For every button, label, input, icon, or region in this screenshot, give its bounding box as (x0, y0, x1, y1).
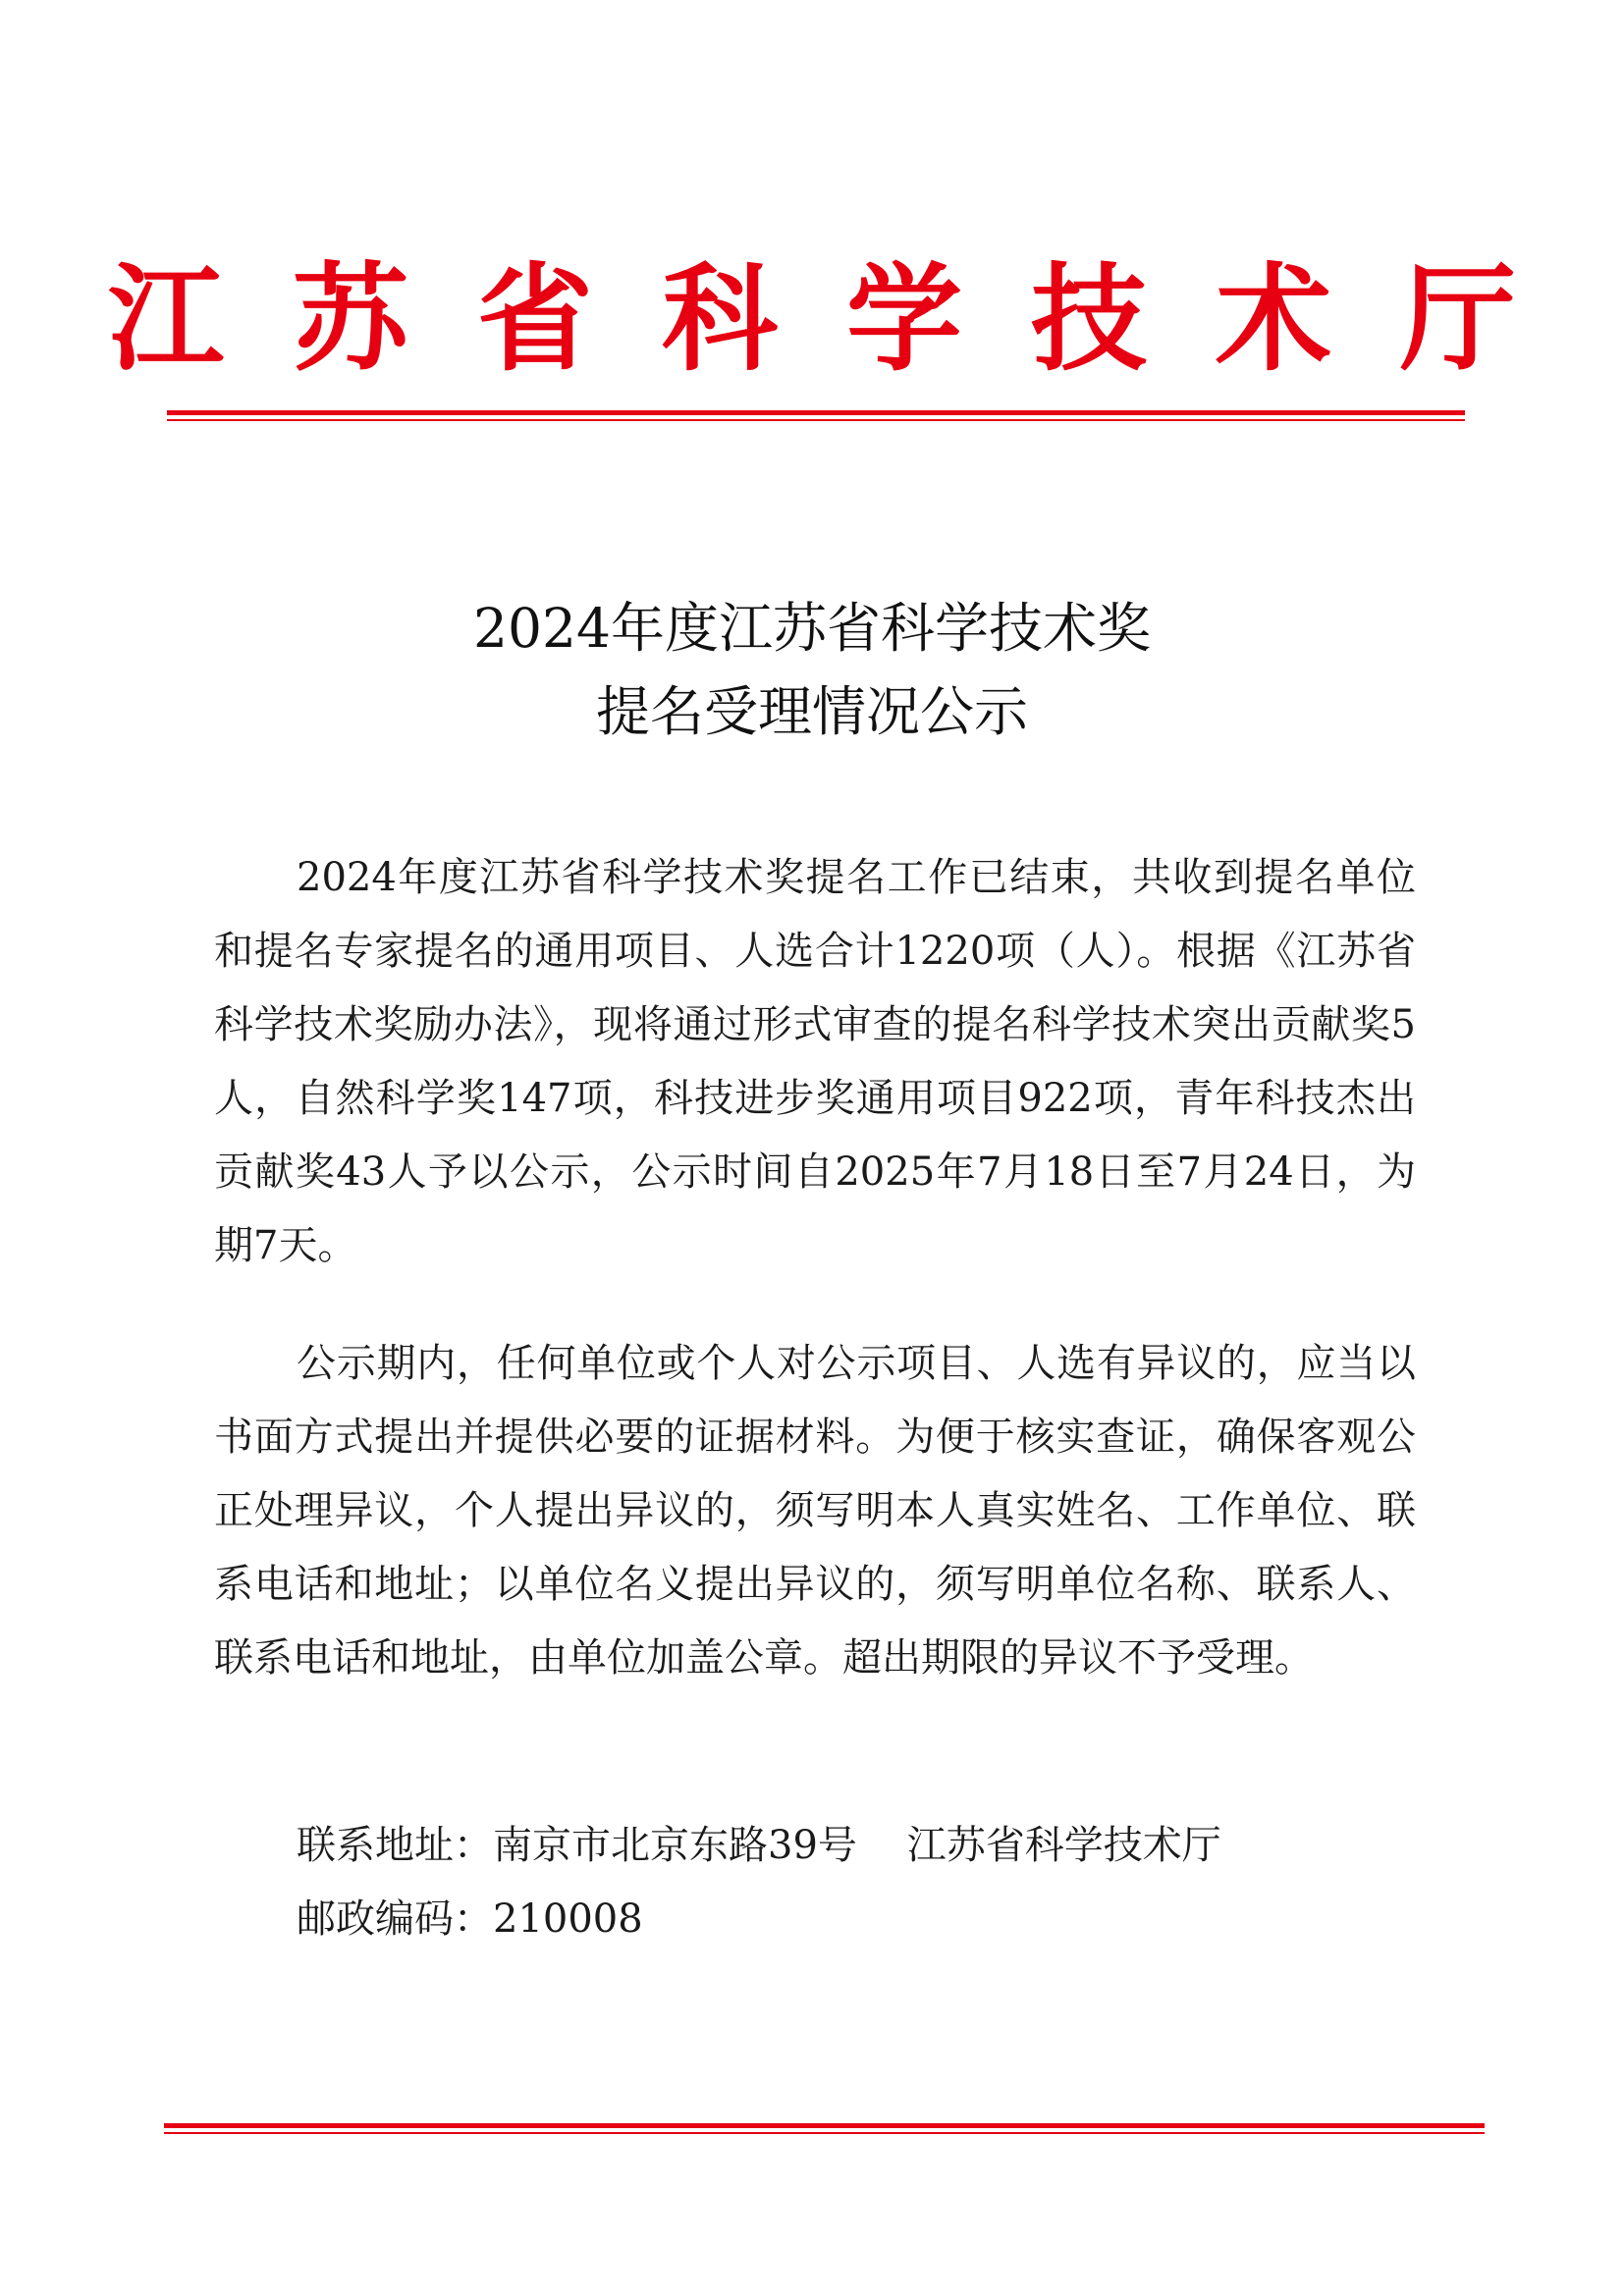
document-title-line-1: 2024年度江苏省科学技术奖 (473, 597, 1151, 660)
contact-postcode: 邮政编码：210008 (297, 1896, 643, 1942)
contact-address: 联系地址：南京市北京东路39号 江苏省科学技术厅 (297, 1823, 1221, 1868)
letterhead-rule-thick (167, 410, 1465, 415)
body-paragraph-objection-procedure: 公示期内，任何单位或个人对公示项目、人选有异议的，应当以书面方式提出并提供必要的证据材料。为便于核实查证，确保客观公正处理异议，个人提出异议的，须写明本人真实姓名、工作单位、联系电话和地址；以单位名义提出异议的，须写明单位名称、联系人、联系电话和地址，由单位加盖公章。超出期限的异议不予受理。 (214, 1341, 1416, 1681)
document-title-line-2: 提名受理情况公示 (595, 680, 1028, 743)
footer-rule-thick (164, 2123, 1485, 2128)
body-paragraph-announcement: 2024年度江苏省科学技术奖提名工作已结束，共收到提名单位和提名专家提名的通用项目、人选合计1220项（人）。根据《江苏省科学技术奖励办法》，现将通过形式审查的提名科学技术突出贡献奖5人，自然科学奖147项，科技进步奖通用项目922项，青年科技杰出贡献奖43人予以公示，公示时间自2025年7月18日至7月24日，为期7天。 (214, 855, 1416, 1268)
letterhead-rule-thin (167, 419, 1465, 421)
footer-rule-thin (164, 2132, 1485, 2134)
letterhead-org-name: 江苏省科学技术厅 (107, 250, 1585, 387)
